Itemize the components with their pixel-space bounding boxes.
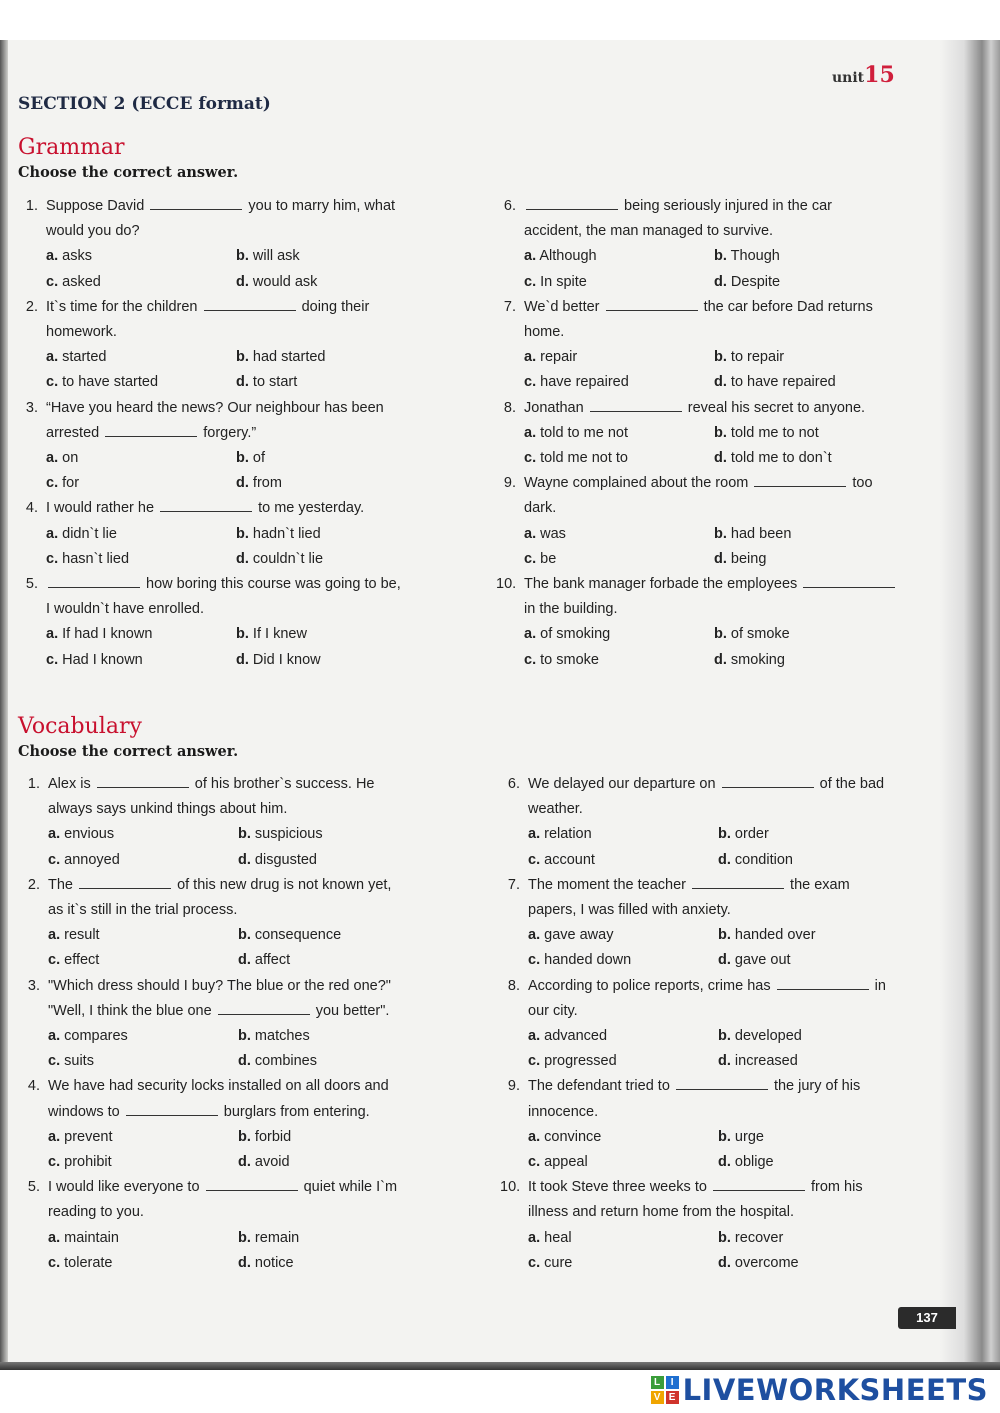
option-d[interactable]: d. affect [238, 952, 291, 969]
option-b[interactable]: b. suspicious [238, 826, 323, 843]
liveworksheets-logo: L I V E LIVEWORKSHEETS [651, 1372, 988, 1408]
option-b[interactable]: b. forbid [238, 1128, 292, 1145]
question-text: Alex is of his brother`s success. He always says unkind things about him. [48, 776, 375, 818]
option-c[interactable]: c. for [46, 475, 80, 492]
option-d[interactable]: d. avoid [238, 1153, 290, 1170]
option-b[interactable]: b. If I knew [236, 626, 307, 643]
question-text: Wayne complained about the room too dark. [524, 475, 873, 517]
logo-squares-icon: L I V E [651, 1376, 679, 1404]
option-a[interactable]: a. relation [528, 826, 592, 843]
question-text: The of this new drug is not known yet, as it`s still in the trial process. [48, 876, 392, 918]
option-a[interactable]: a. compares [48, 1027, 128, 1044]
option-b[interactable]: b. of [236, 449, 266, 466]
answer-blank[interactable] [160, 499, 252, 512]
question-number: 4. [25, 500, 38, 517]
option-a[interactable]: a. gave away [528, 927, 614, 944]
option-d[interactable]: d. being [714, 550, 767, 567]
option-a[interactable]: a. Although [524, 248, 597, 265]
option-b[interactable]: b. told me to not [714, 424, 819, 441]
question-number: 3. [25, 399, 38, 416]
question-number: 8. [503, 399, 516, 416]
option-b[interactable]: b. handed over [718, 927, 816, 944]
answer-blank[interactable] [713, 1178, 805, 1191]
section-title: SECTION 2 (ECCE format) [18, 94, 271, 114]
question-number: 10. [496, 576, 517, 592]
option-b[interactable]: b. to repair [714, 349, 785, 366]
question-text: Suppose David you to marry him, what would you do? [46, 198, 396, 240]
question-number: 9. [507, 1078, 520, 1095]
option-b[interactable]: b. hadn`t lied [236, 525, 321, 542]
question-text: We have had security locks installed on all doors and windows to burglars from entering. [48, 1078, 389, 1120]
option-d[interactable]: d. told me to don`t [714, 449, 832, 466]
option-c[interactable]: c. tolerate [48, 1254, 113, 1271]
vocabulary-heading: Vocabulary [18, 714, 142, 739]
option-a[interactable]: a. was [524, 525, 566, 542]
question-number: 2. [27, 876, 40, 893]
option-c[interactable]: c. have repaired [524, 374, 629, 391]
question-number: 6. [507, 776, 520, 792]
option-a[interactable]: a. didn`t lie [46, 525, 117, 542]
option-a[interactable]: a. of smoking [524, 626, 611, 643]
question-number: 4. [27, 1078, 40, 1095]
answer-blank[interactable] [692, 876, 784, 889]
option-d[interactable]: d. gave out [718, 952, 791, 969]
question-number: 5. [25, 576, 38, 592]
question-text: The bank manager forbade the employees in the building. [524, 572, 904, 622]
option-c[interactable]: c. suits [48, 1053, 94, 1070]
option-c[interactable]: c. appeal [528, 1153, 588, 1170]
option-a[interactable]: a. told to me not [524, 424, 628, 441]
question-text: We delayed our departure on of the bad weather. [528, 776, 885, 818]
option-c[interactable]: c. effect [48, 952, 100, 969]
option-c[interactable]: c. Had I known [46, 651, 143, 668]
answer-blank[interactable] [754, 474, 846, 487]
option-a[interactable]: a. asks [46, 248, 92, 265]
option-d[interactable]: d. oblige [718, 1153, 774, 1170]
unit-label: unit15 [832, 62, 895, 88]
question-number: 8. [507, 977, 520, 994]
option-b[interactable]: b. urge [718, 1128, 764, 1145]
option-b[interactable]: b. matches [238, 1027, 310, 1044]
question-number: 2. [25, 298, 38, 315]
page-bottom-edge [0, 1362, 1000, 1370]
option-d[interactable]: d. disgusted [238, 851, 317, 868]
answer-blank[interactable] [777, 977, 869, 990]
option-d[interactable]: d. Despite [714, 273, 781, 290]
option-d[interactable]: d. increased [718, 1053, 798, 1070]
option-b[interactable]: b. consequence [238, 927, 342, 944]
answer-blank[interactable] [606, 298, 698, 311]
question-text: "Which dress should I buy? The blue or the red one?" "Well, I think the blue one you better". [48, 977, 391, 1019]
answer-blank[interactable] [204, 298, 296, 311]
option-d[interactable]: d. combines [238, 1053, 317, 1070]
grammar-instruction: Choose the correct answer. [18, 164, 239, 181]
option-c[interactable]: c. hasn`t lied [46, 550, 130, 567]
option-b[interactable]: b. recover [718, 1229, 784, 1246]
answer-blank[interactable] [526, 197, 618, 210]
question-number: 10. [500, 1179, 521, 1196]
option-a[interactable]: a. envious [48, 826, 115, 843]
option-c[interactable]: c. handed down [528, 952, 632, 969]
question-text: It`s time for the children doing their homework. [46, 298, 370, 340]
answer-blank[interactable] [48, 575, 140, 588]
option-a[interactable]: a. started [46, 349, 107, 366]
option-c[interactable]: c. to have started [46, 374, 159, 391]
question-number: 6. [503, 198, 516, 214]
option-a[interactable]: a. convince [528, 1128, 602, 1145]
question-number: 7. [507, 876, 520, 893]
page-number: 137 [898, 1307, 956, 1329]
option-c[interactable]: c. progressed [528, 1053, 617, 1070]
question-text: I would rather he to me yesterday. [46, 500, 365, 517]
question-text: The moment the teacher the exam papers, I was filled with anxiety. [528, 876, 850, 918]
option-c[interactable]: c. prohibit [48, 1153, 112, 1170]
option-b[interactable]: b. remain [238, 1229, 300, 1246]
option-b[interactable]: b. of smoke [714, 626, 790, 643]
question-number: 7. [503, 298, 516, 315]
option-a[interactable]: a. advanced [528, 1027, 608, 1044]
question-text: According to police reports, crime has in our city. [528, 977, 886, 1019]
question-number: 1. [27, 776, 40, 792]
option-a[interactable]: a. If had I known [46, 626, 153, 643]
question-text: “Have you heard the news? Our neighbour has been arrested forgery.” [46, 399, 384, 441]
option-a[interactable]: a. maintain [48, 1229, 119, 1246]
page-binding-shadow [0, 40, 8, 1368]
answer-blank[interactable] [590, 399, 682, 412]
option-c[interactable]: c. be [524, 550, 557, 567]
option-a[interactable]: a. result [48, 927, 100, 944]
question-text: being seriously injured in the car accident, the man managed to survive. [524, 198, 832, 240]
option-d[interactable]: d. condition [718, 851, 793, 868]
page-edge-shadow [940, 40, 1000, 1368]
option-d[interactable]: d. notice [238, 1254, 294, 1271]
question-number: 5. [27, 1179, 40, 1196]
answer-blank[interactable] [126, 1103, 218, 1116]
answer-blank[interactable] [722, 775, 814, 788]
answer-blank[interactable] [803, 575, 895, 588]
option-d[interactable]: d. couldn`t lie [236, 550, 324, 567]
grammar-heading: Grammar [18, 135, 125, 160]
option-d[interactable]: d. Did I know [236, 651, 321, 668]
question-text: It took Steve three weeks to from his illness and return home from the hospital. [528, 1179, 863, 1221]
option-b[interactable]: b. Though [714, 248, 780, 265]
option-d[interactable]: d. to start [236, 374, 298, 391]
option-c[interactable]: c. annoyed [48, 851, 120, 868]
option-c[interactable]: c. cure [528, 1254, 573, 1271]
question-text: The defendant tried to the jury of his innocence. [528, 1078, 861, 1120]
option-c[interactable]: c. account [528, 851, 595, 868]
question-number: 1. [25, 198, 38, 214]
option-d[interactable]: d. smoking [714, 651, 785, 668]
option-a[interactable]: a. repair [524, 349, 578, 366]
question-number: 3. [27, 977, 40, 994]
option-b[interactable]: b. had been [714, 525, 792, 542]
option-a[interactable]: a. on [46, 449, 79, 466]
option-b[interactable]: b. order [718, 826, 769, 843]
option-b[interactable]: b. will ask [236, 248, 300, 265]
option-c[interactable]: c. asked [46, 273, 101, 290]
question-text: I would like everyone to quiet while I`m reading to you. [48, 1179, 398, 1221]
answer-blank[interactable] [97, 775, 189, 788]
option-c[interactable]: c. to smoke [524, 651, 599, 668]
question-text: how boring this course was going to be, I wouldn`t have enrolled. [46, 576, 401, 618]
answer-blank[interactable] [79, 876, 171, 889]
option-d[interactable]: d. to have repaired [714, 374, 836, 391]
answer-blank[interactable] [676, 1077, 768, 1090]
option-b[interactable]: b. had started [236, 349, 326, 366]
question-number: 9. [503, 475, 516, 492]
answer-blank[interactable] [218, 1002, 310, 1015]
option-c[interactable]: c. told me not to [524, 449, 628, 466]
option-d[interactable]: d. would ask [236, 273, 318, 290]
option-a[interactable]: a. prevent [48, 1128, 113, 1145]
answer-blank[interactable] [105, 424, 197, 437]
option-d[interactable]: d. from [236, 475, 282, 492]
option-d[interactable]: d. overcome [718, 1254, 799, 1271]
vocabulary-instruction: Choose the correct answer. [18, 743, 239, 760]
question-text: Jonathan reveal his secret to anyone. [524, 399, 866, 416]
option-b[interactable]: b. developed [718, 1027, 802, 1044]
answer-blank[interactable] [150, 197, 242, 210]
option-c[interactable]: c. In spite [524, 273, 587, 290]
question-text: We`d better the car before Dad returns home. [524, 298, 873, 340]
option-a[interactable]: a. heal [528, 1229, 572, 1246]
answer-blank[interactable] [206, 1178, 298, 1191]
